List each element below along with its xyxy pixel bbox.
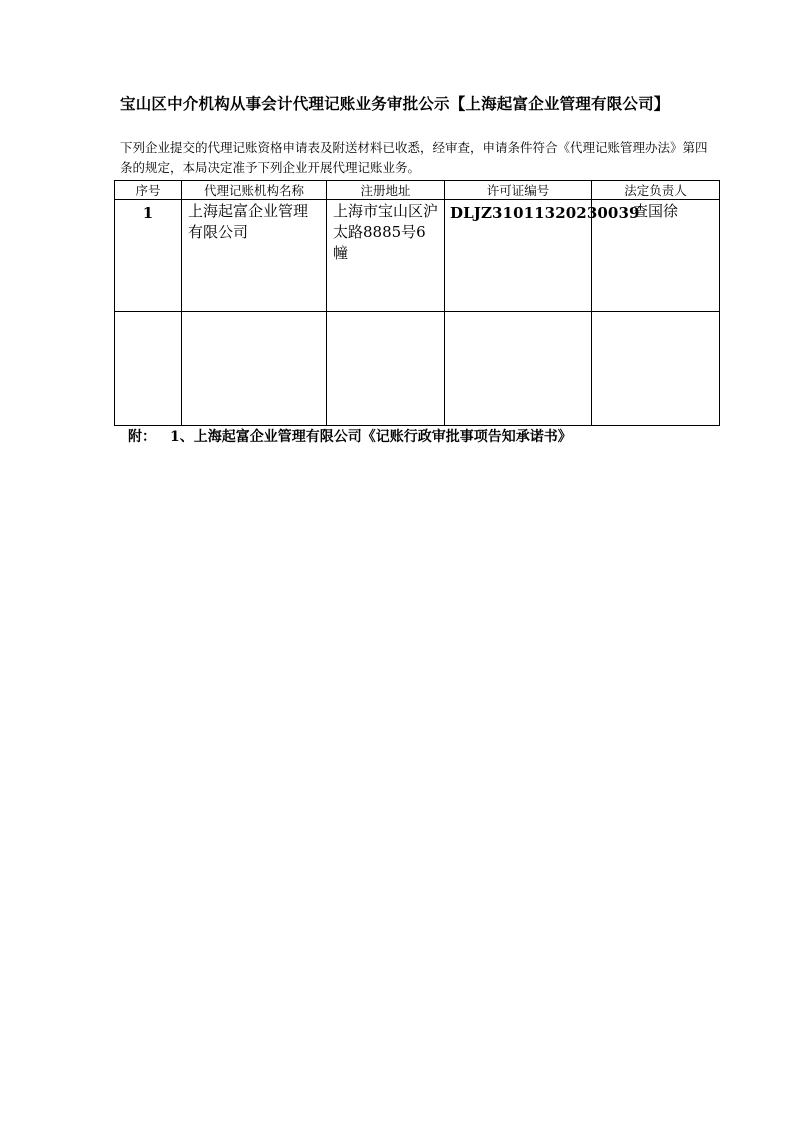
header-address: 注册地址	[327, 181, 445, 200]
header-seq: 序号	[115, 181, 182, 200]
cell-license: DLJZ31011320230039	[445, 200, 592, 312]
cell-agency-name: 上海起富企业管理有限公司	[182, 200, 327, 312]
header-representative: 法定负责人	[592, 181, 720, 200]
attachment-label: 附：	[128, 429, 156, 445]
cell-agency-name	[182, 312, 327, 426]
table-header-row	[115, 181, 720, 200]
approval-table	[114, 180, 720, 426]
cell-seq	[115, 312, 182, 426]
attachment-note	[128, 426, 572, 446]
header-license: 许可证编号	[445, 181, 592, 200]
cell-address	[327, 312, 445, 426]
cell-license	[445, 312, 592, 426]
table-row	[115, 200, 720, 312]
cell-representative: 查国徐	[592, 200, 720, 312]
page-title: 宝山区中介机构从事会计代理记账业务审批公示【上海起富企业管理有限公司】	[120, 94, 670, 113]
intro-paragraph: 下列企业提交的代理记账资格申请表及附送材料已收悉，经审查，申请条件符合《代理记账管理办法》第四条的规定，本局决定准予下列企业开展代理记账业务。	[120, 140, 708, 175]
cell-address: 上海市宝山区沪太路8885号6幢	[327, 200, 445, 312]
cell-representative	[592, 312, 720, 426]
attachment-text: 1、上海起富企业管理有限公司《记账行政审批事项告知承诺书》	[170, 429, 572, 445]
table-row	[115, 312, 720, 426]
header-agency-name: 代理记账机构名称	[182, 181, 327, 200]
cell-seq: 1	[115, 200, 182, 312]
